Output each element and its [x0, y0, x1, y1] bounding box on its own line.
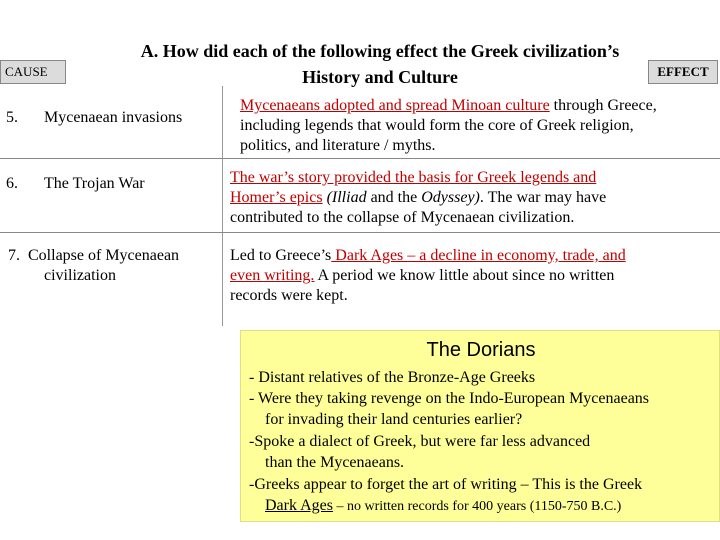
row-6-effect-odyssey: Odyssey)	[421, 189, 480, 206]
dark-ages-term: Dark Ages	[265, 497, 333, 514]
dorians-line: -Spoke a dialect of Greek, but were far less advanced	[249, 433, 591, 450]
row-7-number: 7.	[8, 247, 20, 264]
row-7-effect-writing: even writing.	[230, 267, 315, 284]
dorians-line: - Distant relatives of the Bronze-Age Greeks	[249, 369, 536, 386]
row-6-effect-rest: . The war may have	[479, 189, 607, 206]
row-6-effect-line3: contributed to the collapse of Mycenaean civilization.	[230, 209, 575, 226]
column-divider	[222, 86, 223, 326]
row-divider	[0, 158, 720, 159]
title-line-1: A. How did each of the following effect the Greek civilization’s	[140, 41, 620, 61]
row-6-effect-line1: The war’s story provided the basis for Greek legends and	[230, 169, 597, 186]
row-7-effect-rest: A period we know little about since no written	[314, 267, 615, 284]
effect-label: EFFECT	[648, 60, 718, 84]
page-title	[60, 38, 700, 90]
dorians-line	[265, 495, 621, 517]
row-5-effect-line3: politics, and literature / myths.	[240, 137, 436, 154]
row-6-number: 6.	[6, 175, 18, 192]
row-7-cause	[8, 246, 179, 286]
row-6-effect	[230, 168, 716, 228]
row-7-effect-line3: records were kept.	[230, 287, 348, 304]
row-divider	[0, 232, 720, 233]
dorians-title: The Dorians	[426, 339, 536, 361]
row-5-effect	[240, 96, 716, 156]
row-6-effect-epics: Homer’s epics	[230, 189, 323, 206]
row-7-effect-highlight: Dark Ages – a decline in economy, trade, and	[331, 247, 626, 264]
row-7-cause-line1: Collapse of Mycenaean	[28, 247, 180, 264]
row-7-effect-pre: Led to Greece’s	[230, 247, 332, 264]
cause-label: CAUSE	[0, 60, 66, 84]
row-5-effect-line2: including legends that would form the core of Greek religion,	[240, 117, 634, 134]
row-5-effect-highlight: Mycenaeans adopted and spread Minoan culture	[240, 97, 550, 114]
dorians-line: -Greeks appear to forget the art of writing – This is the Greek	[249, 476, 643, 493]
row-5-number: 5.	[6, 109, 18, 126]
title-line-2: History and Culture	[302, 67, 458, 87]
row-7-cause-line2: civilization	[44, 267, 116, 284]
dorians-box	[240, 330, 720, 522]
row-6-cause: The Trojan War	[44, 175, 145, 192]
row-6-effect-and: and the	[366, 189, 422, 206]
row-7-effect	[230, 246, 716, 306]
row-6-effect-iliad: (Illiad	[322, 189, 367, 206]
row-5-cause: Mycenaean invasions	[44, 109, 183, 126]
dorians-line: for invading their land centuries earlier?	[265, 411, 523, 428]
dorians-line: - Were they taking revenge on the Indo-European Mycenaeans	[249, 390, 650, 407]
dark-ages-note: – no written records for 400 years (1150-750 B.C.)	[332, 499, 622, 514]
row-5-effect-text: through Greece,	[549, 97, 657, 114]
dorians-line: than the Mycenaeans.	[265, 454, 405, 471]
